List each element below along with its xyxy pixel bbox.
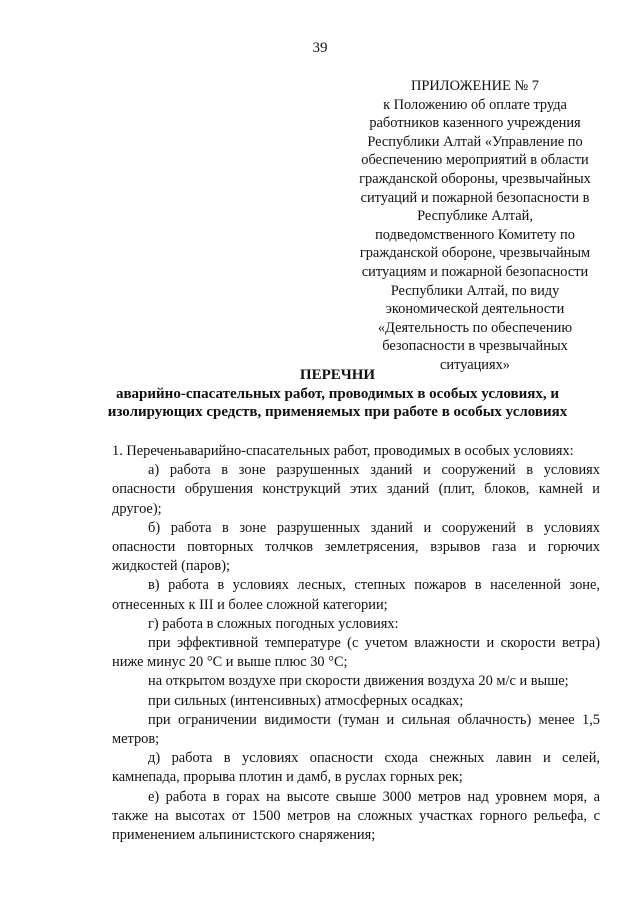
appendix-line: гражданской обороны, чрезвычайных (359, 170, 591, 187)
list-item: г) работа в сложных погодных условиях: (148, 615, 399, 632)
appendix-line: экономической деятельности (385, 301, 565, 318)
appendix-line: гражданской обороне, чрезвычайным (359, 245, 591, 262)
appendix-line: работников казенного учреждения (369, 115, 581, 132)
appendix-line: подведомственного Комитету по (375, 226, 575, 243)
heading-title: ПЕРЕЧНИ (299, 367, 376, 383)
appendix-line: Республики Алтай «Управление по (367, 133, 583, 150)
appendix-line: безопасности в чрезвычайных (382, 338, 568, 355)
list-subitem: на открытом воздухе при скорости движения воздуха 20 м/с и выше; (148, 673, 569, 690)
document-body (112, 442, 600, 845)
appendix-line: Республики Алтай, по виду (390, 282, 560, 299)
page-number: 39 (312, 40, 328, 56)
document-heading (40, 366, 635, 422)
heading-subtitle-line: аварийно-спасательных работ, проводимых в особых условиях, и (115, 385, 560, 402)
appendix-line: «Деятельность по обеспечению (377, 319, 573, 336)
list-subitem: при ограничении видимости (туман и сильная облачность) менее 1,5 метров; (112, 711, 600, 748)
appendix-line: обеспечению мероприятий в области (361, 152, 589, 169)
list-item: а) работа в зоне разрушенных зданий и сооружений в условиях опасности обрушения конструкций этих зданий (плит, блоков, камней и другое); (112, 462, 600, 517)
heading-subtitle-line: изолирующих средств, применяемых при работе в особых условиях (107, 404, 568, 420)
list-subitem: при сильных (интенсивных) атмосферных осадках; (148, 692, 464, 709)
appendix-line: ситуациям и пожарной безопасности (361, 263, 589, 280)
appendix-line: к Положению об оплате труда (383, 96, 567, 113)
list-item: б) работа в зоне разрушенных зданий и сооружений в условиях опасности повторных толчков землетрясения, взрывов газа и горючих жидкостей (паров); (112, 519, 600, 575)
appendix-line: ситуациях» (440, 356, 510, 373)
list-subitem: при эффективной температуре (с учетом влажности и скорости ветра) ниже минус 20 °С и выше плюс 30 °С; (112, 635, 600, 671)
appendix-block (325, 77, 625, 375)
appendix-line: ситуаций и пожарной безопасности в (360, 189, 590, 206)
appendix-title: ПРИЛОЖЕНИЕ № 7 (411, 78, 539, 94)
section-heading: 1. Переченьаварийно-спасательных работ, проводимых в особых условиях: (112, 443, 574, 459)
list-item: в) работа в условиях лесных, степных пожаров в населенной зоне, отнесенных к III и более сложной категории; (112, 577, 600, 613)
list-item: д) работа в условиях опасности схода снежных лавин и селей, камнепада, прорыва плотин и дамб, в руслах горных рек; (112, 750, 600, 786)
list-item: е) работа в горах на высоте свыше 3000 метров над уровнем моря, а также на высотах от 1500 метров на сложных участках горного рельефа, с применением альпинистского снаряжения; (112, 788, 600, 844)
appendix-line: Республике Алтай, (417, 208, 533, 225)
